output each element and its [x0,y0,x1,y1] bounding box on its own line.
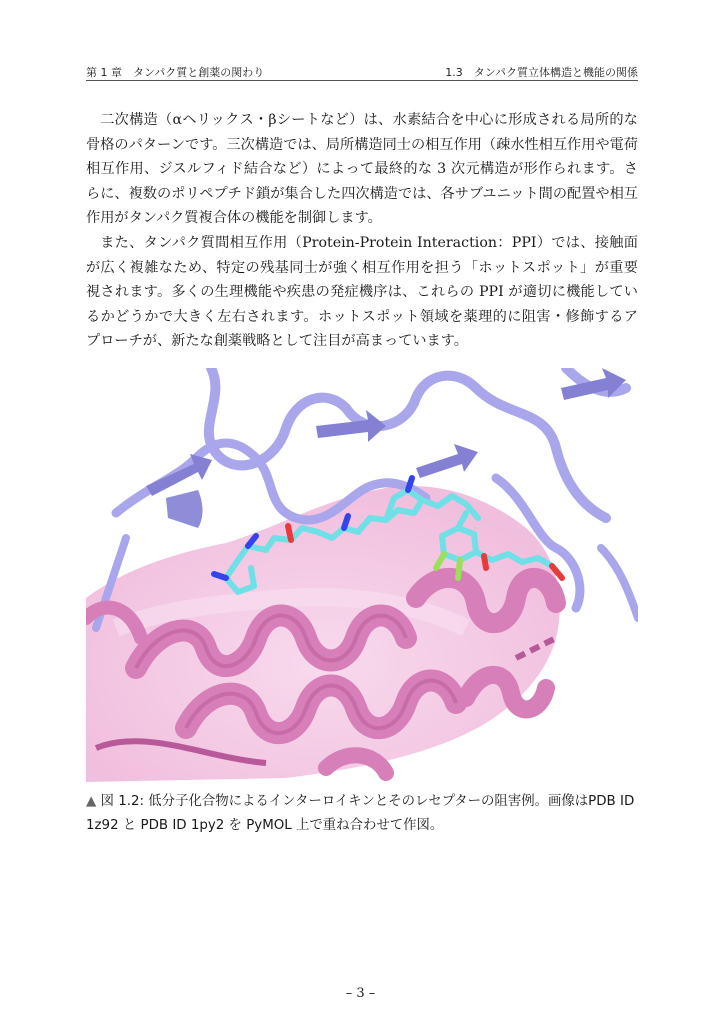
paragraph: 二次構造（αヘリックス・βシートなど）は、水素結合を中心に形成される局所的な骨格のパターンです。三次構造では、局所構造同士の相互作用（疎水性相互作用や電荷相互作用、ジスルフィド結合など）によって最終的な 3 次元構造が形作られます。さらに、複数のポリペプチド鎖が集合した四次構造では、各サブユニット間の配置や相互作用がタンパク質複合体の機能を制御します。 [86,112,638,227]
protein-structure-figure [86,368,638,782]
page-number: – 3 – [345,986,376,1001]
body-text [86,108,638,354]
caption-triangle-icon: ▲ [86,794,97,809]
figure-caption [86,790,646,838]
chapter-title: 第 1 章 タンパク質と創薬の関わり [86,66,265,79]
section-title: 1.3 タンパク質立体構造と機能の関係 [445,66,638,79]
protein-rendering [86,368,638,782]
running-header [86,62,638,81]
caption-text: 図 1.2: 低分子化合物によるインターロイキンとそのレセプターの阻害例。画像はPDB ID 1z92 と PDB ID 1py2 を PyMOL 上で重ね合わせて作図。 [86,794,635,833]
paragraph: また、タンパク質間相互作用（Protein-Protein Interaction：PPI）では、接触面が広く複雑なため、特定の残基同士が強く相互作用を担う「ホットスポット」が重要視されます。多くの生理機能や疾患の発症機序は、これらの PPI が適切に機能しているかどうかで大きく左右されます。ホットスポット領域を薬理的に阻害・修飾するアプローチが、新たな創薬戦略として注目が高まっています。 [86,234,638,350]
